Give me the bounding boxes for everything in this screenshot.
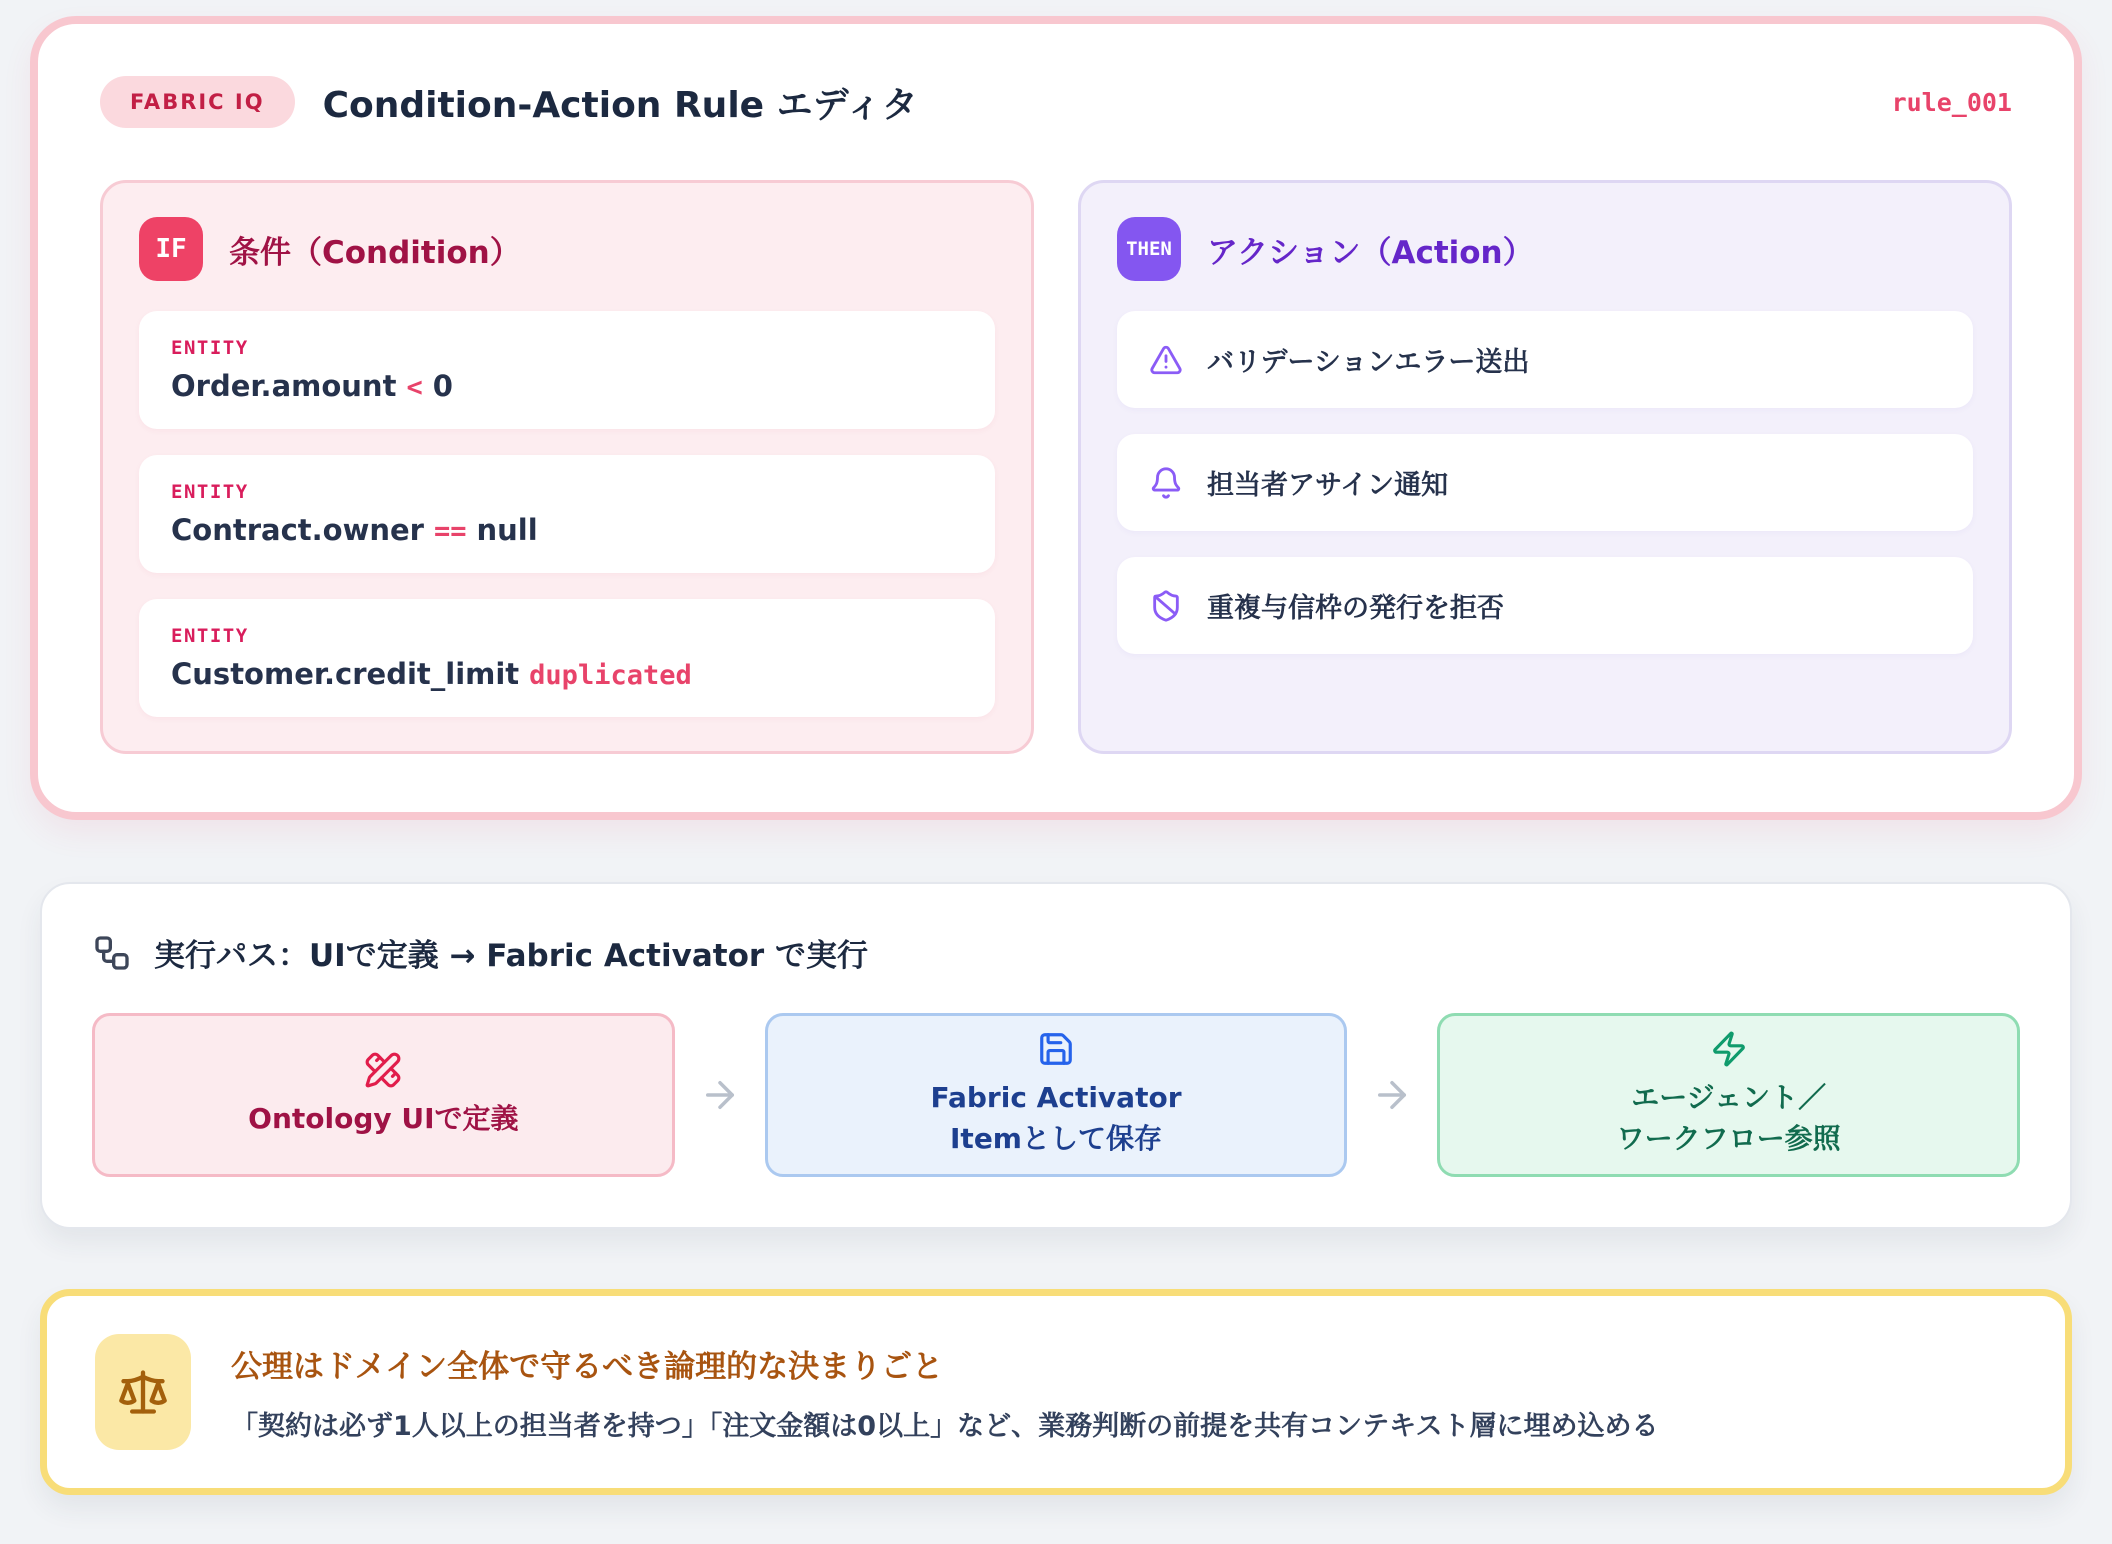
step-label: Fabric Activator Itemとして保存: [930, 1081, 1182, 1155]
execution-path-title: 実行パス：UIで定義 → Fabric Activator で実行: [154, 938, 868, 974]
condition-entity-card[interactable]: [139, 455, 995, 573]
entity-type-label: ENTITY: [171, 337, 249, 359]
entity-type-label: ENTITY: [171, 481, 249, 503]
rule-id-label: rule_001: [1891, 87, 2012, 117]
condition-expression: [171, 657, 963, 691]
arrow-right-icon: [699, 1074, 741, 1116]
step-define-ontology-ui[interactable]: [92, 1013, 675, 1177]
action-label: バリデーションエラー送出: [1207, 347, 1530, 378]
shield-ban-icon: [1149, 589, 1183, 623]
axiom-note-text: [231, 1341, 1659, 1443]
step-agent-workflow-reference[interactable]: [1437, 1013, 2020, 1177]
scale-icon: [95, 1334, 191, 1450]
condition-panel-title: 条件（Condition）: [229, 234, 521, 271]
zap-icon: [1710, 1030, 1748, 1068]
action-card[interactable]: [1117, 557, 1973, 654]
bell-icon: [1149, 466, 1183, 500]
step-label: エージェント／ ワークフロー参照: [1616, 1081, 1841, 1155]
step-save-activator-item[interactable]: [765, 1013, 1348, 1177]
save-icon: [1037, 1030, 1075, 1068]
condition-panel-header: [139, 217, 995, 281]
alert-triangle-icon: [1149, 343, 1183, 377]
expression-value: 0: [432, 369, 453, 403]
action-card[interactable]: [1117, 434, 1973, 531]
execution-steps: [92, 1013, 2020, 1177]
rule-editor-card: [30, 16, 2082, 820]
entity-type-label: ENTITY: [171, 625, 249, 647]
condition-entity-card[interactable]: [139, 599, 995, 717]
if-badge: IF: [139, 217, 203, 281]
rule-editor-header: [100, 76, 2012, 128]
execution-path-card: [40, 882, 2072, 1229]
page-title: Condition-Action Rule エディタ: [322, 84, 918, 126]
action-label: 重複与信枠の発行を拒否: [1207, 593, 1504, 624]
axiom-description: 「契約は必ず1人以上の担当者を持つ」「注文金額は0以上」など、業務判断の前提を共有コンテキスト層に埋め込める: [231, 1411, 1659, 1442]
action-card[interactable]: [1117, 311, 1973, 408]
axiom-note-card: [40, 1289, 2072, 1495]
expression-value: null: [476, 513, 538, 547]
brand-badge: FABRIC IQ: [100, 76, 295, 128]
condition-expression: [171, 369, 963, 403]
action-label: 担当者アサイン通知: [1207, 470, 1449, 501]
axiom-title: 公理はドメイン全体で守るべき論理的な決まりごと: [231, 1349, 944, 1385]
condition-entity-card[interactable]: [139, 311, 995, 429]
expression-operator: duplicated: [529, 660, 692, 691]
condition-expression: [171, 513, 963, 547]
expression-field: Contract.owner: [171, 513, 424, 547]
workflow-icon: [92, 933, 132, 973]
then-badge: THEN: [1117, 217, 1181, 281]
condition-panel: [100, 180, 1034, 754]
pencil-ruler-icon: [364, 1051, 402, 1089]
arrow-right-icon: [1371, 1074, 1413, 1116]
action-panel: [1078, 180, 2012, 754]
expression-field: Order.amount: [171, 369, 397, 403]
execution-path-header: [92, 930, 2020, 975]
action-panel-header: [1117, 217, 1973, 281]
expression-field: Customer.credit_limit: [171, 657, 520, 691]
step-label: Ontology UIで定義: [248, 1101, 519, 1135]
expression-operator: <: [406, 372, 423, 403]
expression-operator: ==: [434, 516, 467, 547]
rule-panels: [100, 180, 2012, 754]
action-panel-title: アクション（Action）: [1207, 234, 1534, 271]
